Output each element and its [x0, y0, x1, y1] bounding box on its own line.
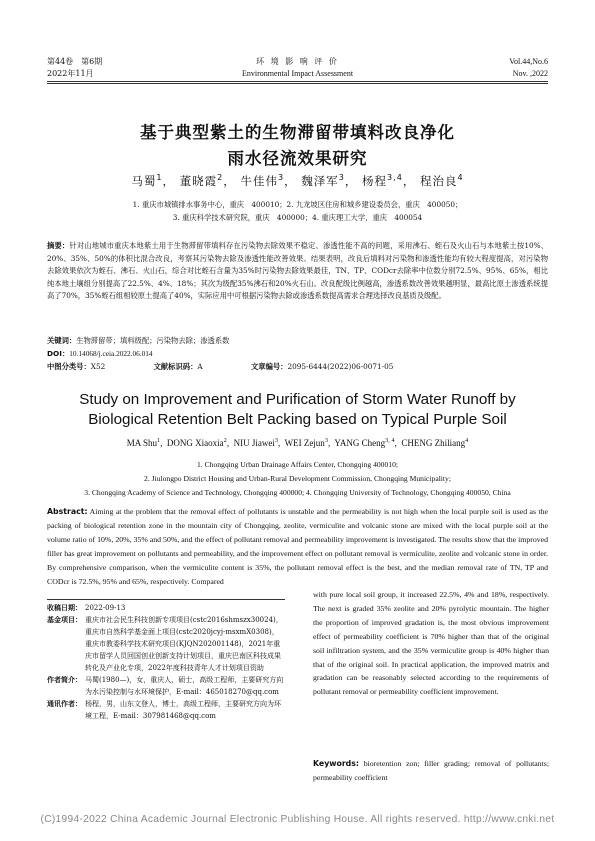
author-en: YANG Cheng [334, 438, 386, 448]
keywords-cn [47, 335, 548, 348]
clc-label: 中图分类号： [47, 362, 91, 371]
info-key: 通讯作者： [47, 700, 82, 708]
keywords-en [313, 757, 549, 785]
author-affil-sup: 4 [457, 173, 464, 183]
classification-line [47, 361, 548, 374]
affiliation-en-3: 3. Chongqing Academy of Science and Technology, Chongqing 400000; 4. Chongqing University of Technology, Chongqing 400050, China [84, 488, 511, 497]
info-author-bio [47, 674, 285, 698]
title-cn-line-2: 雨水径流效果研究 [227, 149, 368, 168]
author-en: WEI Zejun [284, 438, 325, 448]
author-affil-sup: 3, 4 [385, 437, 395, 444]
info-received [47, 602, 285, 614]
date-cn: 2022年11月 [47, 69, 94, 78]
abstract-en-label: Abstract: [47, 507, 88, 516]
author-cn: 魏泽军 [301, 174, 339, 188]
title-cn-line-1: 基于典型紫土的生物滞留带填料改良净化 [140, 123, 455, 142]
info-value: 杨程，男，山东文登人，博士，高级工程师，主要研究方向为环境工程，E-mail：307981468@qq.com [85, 700, 281, 720]
abstract-cn-text: 针对山地城市重庆本地紫土用于生物滞留带填料存在污染物去除效果不稳定、渗透性能不高的问题，采用沸石、蛭石及火山石与本地紫土按10%、20%、35%、50%的体积比混合改良，考察其污染物去除及渗透性能改善效果。结果表明，改良后填料对污染物和渗透性能均有较大程度提高，对污染物去除效果依次为蛭石、沸石、火山石，综合对比蛭石含量为35%时污染物去除效果最佳，TN、TP、CODcr去除率中位数分别72.5%、95%、65%，相比纯本地土壤组分别提高了22.5%、4%、18%；其次为级配35%沸石和20%火石山。改良配级比例越高，渗透系数改善效果越明显，最高比原土渗透系统提高了70%，35%蛭石组相较原土提高了40%，实际应用中可根据污染物去除或渗透系数提高需求合理选择改良基质及级配。 [47, 241, 548, 300]
author-en: DONG Xiaoxia [166, 438, 224, 448]
abstract-cn-label: 摘要： [47, 241, 70, 250]
authors-en: MA Shu$^1$, DONG Xiaoxia$^2$, NIU Jiawei$^3$, WEI Zejun$^3$, YANG Cheng$^{3, 4}$, CHENG Zhiliang$^4$ [126, 437, 469, 448]
doc-code-value: A [197, 362, 203, 371]
clc-value: X52 [90, 362, 106, 371]
doi [47, 348, 548, 361]
affiliation-cn-1: 1. 重庆市城镇排水事务中心，重庆 400010；2. 九龙坡区住房和城乡建设委员会，重庆 400050； [132, 200, 463, 209]
author-affil-sup: 3 [324, 437, 328, 444]
header-rule [47, 81, 548, 82]
author-cn: 杨程 [362, 174, 388, 188]
author-affil-sup: 4 [465, 437, 469, 444]
author-affil-sup: 2 [223, 437, 227, 444]
affiliation-en-1: 1. Chongqing Urban Drainage Affairs Center, Chongqing 400010; [197, 460, 398, 469]
journal-name-cn: 环 境 影 响 评 价 [256, 57, 339, 66]
info-key: 收稿日期： [47, 604, 82, 612]
keywords-en-label: Keywords: [313, 759, 360, 768]
author-affil-sup: 3 [274, 437, 278, 444]
info-value: 重庆市社会民生科技创新专项项目(cstc2016shmszx30024)，重庆市自然科学基金面上项目(cstc2020jcyj-msxmX0308)，重庆市教委科学技术研究项目(KJQN202001148)，2021年重庆市留学人员回国创业创新支持计划项目，重庆巴南区科技成果转化及产业化专项，2022年度科技青年人才计划项目资助 [85, 616, 283, 672]
author-affil-sup: 1 [156, 173, 163, 183]
affiliation-en-2: 2. Jiulongpo District Housing and Urban-Rural Development Commission, Chongqing Municipality; [144, 474, 451, 483]
keywords-cn-text: 生物滞留带；填料级配；污染物去除；渗透系数 [76, 336, 230, 345]
info-funding [47, 614, 285, 674]
journal-name-en: Environmental Impact Assessment [241, 69, 354, 78]
author-affil-sup: 3 [277, 173, 285, 183]
volume-issue-en: Vol.44,No.6 [509, 57, 548, 66]
doi-text: 10.14068/j.ceia.2022.06.014 [69, 349, 153, 358]
doi-label: DOI： [47, 349, 70, 358]
author-affil-sup: 1 [157, 437, 161, 444]
doc-code-label: 文献标识码： [153, 362, 198, 371]
author-affil-sup: 2 [217, 173, 224, 183]
abstract-en-continued: with pure local soil group, it increased 22.5%, 4% and 18%, respectively. The next is graded 35% zeolite and 20% pyrolytic mountain. The higher the proportion of improved gradation is, the most obvious improvement effect of permeability coefficient is 70% higher than that of the original soil infiltration system, and the 35% vermiculite group is 40% higher than that of the original soil. In practical application, the improved matrix and gradation can be reasonably selected according to the requirements of pollutant removal or permeability coefficient improvement. [313, 590, 549, 697]
info-key: 作者简介： [47, 676, 82, 684]
author-en: NIU Jiawei [233, 438, 275, 448]
date-en: Nov. ,2022 [512, 69, 548, 78]
info-value: 马蜀(1980—)，女，重庆人，硕士，高级工程师，主要研究方向为水污染控制与水环境保护，E-mail：465018270@qq.com [85, 676, 284, 696]
author-en: CHENG Zhiliang [401, 438, 466, 448]
info-value: 2022-09-13 [85, 604, 126, 612]
abstract-cn [47, 240, 548, 303]
author-affil-sup: 3 [338, 173, 345, 183]
header-rule-2 [47, 83, 548, 84]
abstract-en [47, 505, 548, 588]
copyright-footer: (C)1994-2022 China Academic Journal Electronic Publishing House. All rights reserved. http://www.cnki.net [40, 814, 555, 825]
title-en-line-2: Biological Retention Belt Packing based on Typical Purple Soil [88, 411, 507, 428]
title-en-line-1: Study on Improvement and Purification of Storm Water Runoff by [79, 391, 516, 408]
author-cn: 牛佳伟 [240, 174, 278, 188]
authors-cn: 马蜀$^1$， 董晓霞$^2$， 牛佳伟$^3$， 魏泽军$^3$， 杨程$^{3,4}$， 程治良$^4$ [131, 173, 464, 188]
keywords-cn-label: 关键词： [47, 336, 77, 345]
author-cn: 程治良 [419, 174, 458, 188]
abstract-en-text: Aiming at the problem that the removal effect of pollutants is unstable and the permeability is not high when the local purple soil is used as the packing of biological retention zone in the mountain city of Chongqing, zeolite, vermiculite and volcanic stone are mixed with the local purple soil at the volume ratio of 10%, 20%, 35% and 50%, and the effect of pollutant removal and permeability improvement is investigated. The results show that the improved filler has great improvement on pollutants and permeability, and the improvement effect on pollutant removal is vermiculite, zeolite and volcanic stone in order. By comprehensive comparison, when the vermiculite content is 35%, the pollutant removal effect is the best, and the median removal rate of TN, TP and CODcr is 72.5%, 95% and 65%, respectively. Compared [47, 507, 548, 586]
author-cn: 董晓霞 [179, 174, 218, 188]
volume-issue-cn: 第44卷 第6期 [47, 57, 103, 66]
author-en: MA Shu [126, 438, 158, 448]
article-info [47, 602, 285, 722]
author-affil-sup: 3,4 [387, 173, 403, 183]
author-cn: 马蜀 [131, 174, 157, 188]
keywords-en-text: bioretention zon; filler grading; removal of pollutants; permeability coefficient [313, 759, 550, 782]
article-no-value: 2095-6444(2022)06-0071-05 [287, 362, 394, 371]
affiliation-cn-2: 3. 重庆科学技术研究院，重庆 400000；4. 重庆理工大学，重庆 400054 [172, 213, 423, 222]
article-no-label: 文章编号： [250, 362, 288, 371]
info-key: 基金项目： [47, 616, 82, 624]
info-top-rule [47, 599, 285, 600]
info-corresponding [47, 698, 285, 722]
